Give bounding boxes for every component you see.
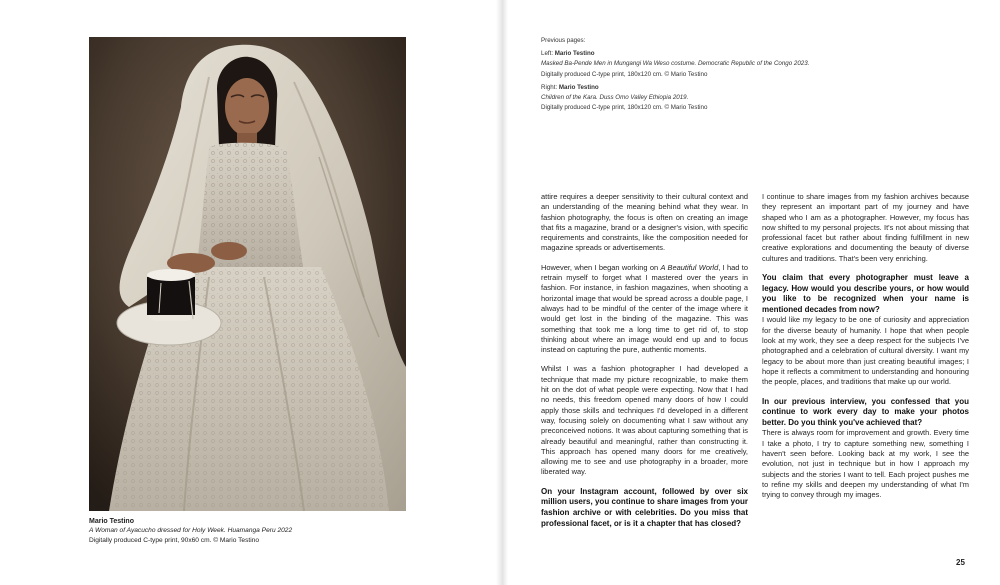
portrait-photo xyxy=(89,37,406,511)
previous-left-side: Left: xyxy=(541,50,554,58)
portrait-image xyxy=(89,37,406,511)
previous-right-details: Digitally produced C-type print, 180x120 cm. © Mario Testino xyxy=(541,104,708,112)
previous-right-credit xyxy=(541,83,901,114)
caption-author: Mario Testino xyxy=(89,518,134,525)
article-paragraph: attire requires a deeper sensitivity to their cultural context and an understanding of the meaning behind what they wear. In fashion photography, the focus is often on creating an image that fits a magazine, brand or a designer's vision, with specific requirements and constraints, like the composition needed for magazine spreads or advertisements. xyxy=(541,192,748,253)
article-column-1 xyxy=(541,192,748,538)
previous-left-author: Mario Testino xyxy=(554,50,595,58)
article-paragraph: However, when I began working on A Beautiful World, I had to retrain myself to forget what I mastered over the years in fashion. For instance, in fashion magazines, when shooting a horizontal image that would be spread across a double page, I always had to be mindful of the center of the image where it would get lost in the binding of the magazine. This was something that took me a long time to get rid of, to stop thinking about where an image would end up and to focus instead on capturing the pure, authentic moments. xyxy=(541,262,748,355)
interview-question: In our previous interview, you confessed that you continue to work every day to make your photos better. Do you think you've achieved that? xyxy=(762,396,969,427)
photo-caption xyxy=(89,517,419,545)
article-column-2 xyxy=(762,192,969,509)
article-paragraph: There is always room for improvement and growth. Every time I take a photo, I try to capture something new, something I haven't seen before. Looking back at my work, I see the evolution, not just in technique but in how I approach my subjects and the stories I want to tell. Each project pushes me to refine my skills and deepen my understanding of what I'm trying to convey through my images. xyxy=(762,428,969,500)
previous-left-title: Masked Ba-Pende Men in Mungangi Wa Weso costume. Democratic Republic of the Congo 2023. xyxy=(541,60,810,68)
interview-question: On your Instagram account, followed by over six million users, you continue to share images from your fashion archive or with celebrities. Do you miss that professional facet, or is it a chapter that has closed? xyxy=(541,486,748,528)
article-paragraph: I continue to share images from my fashion archives because they represent an important part of my journey and have shaped who I am as a photographer. However, my focus has now shifted to my personal projects. It's not about missing that professional facet but rather about finding fulfillment in new creative explorations and documenting the beauty of diverse cultures and traditions. That's been very enriching. xyxy=(762,192,969,263)
previous-right-title: Children of the Kara. Duss Omo Valley Ethiopia 2019. xyxy=(541,94,689,102)
previous-left-details: Digitally produced C-type print, 180x120 cm. © Mario Testino xyxy=(541,70,708,78)
previous-pages-credits xyxy=(541,36,901,116)
page-number: 25 xyxy=(956,558,965,567)
caption-details: Digitally produced C-type print, 90x60 cm. © Mario Testino xyxy=(89,536,260,544)
page-gutter xyxy=(496,0,508,585)
caption-title: A Woman of Ayacucho dressed for Holy Week. Huamanga Peru 2022 xyxy=(89,527,293,535)
article-paragraph: I would like my legacy to be one of curiosity and appreciation for the diverse beauty of humanity. I hope that when people look at my work, they see a deep respect for the subjects I've photographed and a celebration of cultural diversity. I want my legacy to be about more than just creating beautiful images; I hope it reflects a commitment to understanding and honouring the people, places, and traditions that make up our world. xyxy=(762,315,969,387)
interview-question: You claim that every photographer must leave a legacy. How would you describe yours, or how would you like to be recognized when your name is mentioned decades from now? xyxy=(762,273,969,314)
previous-right-author: Mario Testino xyxy=(558,83,599,91)
previous-right-side: Right: xyxy=(541,83,558,91)
previous-pages-heading: Previous pages: xyxy=(541,37,586,44)
previous-left-credit xyxy=(541,49,901,80)
article-paragraph: Whilst I was a fashion photographer I had developed a technique that made my picture recognizable, to make them hit on the dot of what people were expecting. Now that I had no needs, this freedom opened many doors of how I could apply those skills and techniques I'd developed in a different way, focusing solely on documenting what I saw without any preconceived notions. It was about capturing something that is already beautiful and meaningful, rather than constructing it. This approach has opened many doors for me creatively, allowing me to see and use photography in a broader, more liberated way. xyxy=(541,364,748,477)
